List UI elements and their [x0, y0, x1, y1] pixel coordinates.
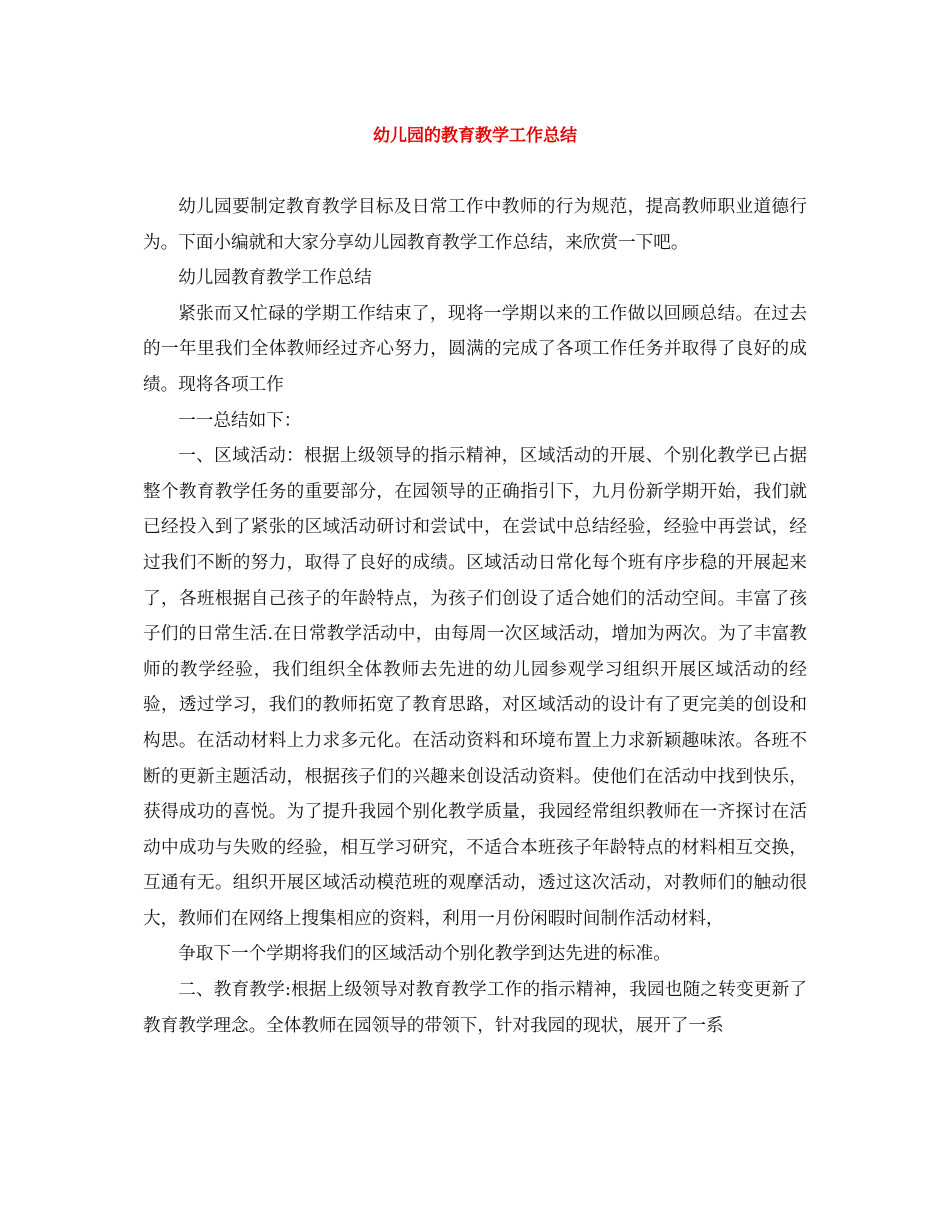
paragraph-opening: 紧张而又忙碌的学期工作结束了，现将一学期以来的工作做以回顾总结。在过去的一年里我们全体教师经过齐心努力，圆满的完成了各项工作任务并取得了良好的成绩。现将各项工作: [143, 303, 807, 395]
paragraph-section-1: 一、区域活动：根据上级领导的指示精神，区域活动的开展、个别化教学已占据整个教育教学任务的重要部分，在园领导的正确指引下，九月份新学期开始，我们就已经投入到了紧张的区域活动研讨和尝试中，在尝试中总结经验，经验中再尝试，经过我们不断的努力，取得了良好的成绩。区域活动日常化每个班有序步稳的开展起来了，各班根据自己孩子的年龄特点，为孩子们创设了适合她们的活动空间。丰富了孩子们的日常生活.在日常教学活动中，由每周一次区域活动，增加为两次。为了丰富教师的教学经验，我们组织全体教师去先进的幼儿园参观学习组织开展区域活动的经验，透过学习，我们的教师拓宽了教育思路，对区域活动的设计有了更完美的创设和构思。在活动材料上力求多元化。在活动资料和环境布置上力求新颖趣味浓。各班不断的更新主题活动，根据孩子们的兴趣来创设活动资料。使他们在活动中找到快乐，获得成功的喜悦。为了提升我园个别化教学质量，我园经常组织教师在一齐探讨在活动中成功与失败的经验，相互学习研究，不适合本班孩子年龄特点的材料相互交换，互通有无。组织开展区域活动模范班的观摩活动，透过这次活动，对教师们的触动很大，教师们在网络上搜集相应的资料，利用一月份闲暇时间制作活动材料，: [143, 446, 807, 929]
paragraph-section-1-goal: 争取下一个学期将我们的区域活动个别化教学到达先进的标准。: [178, 944, 671, 965]
paragraph-summary-lead: 一一总结如下：: [178, 410, 302, 431]
paragraph-subtitle: 幼儿园教育教学工作总结: [178, 268, 372, 289]
paragraph-intro: 幼儿园要制定教育教学目标及日常工作中教师的行为规范，提高教师职业道德行为。下面小编就和大家分享幼儿园教育教学工作总结，来欣赏一下吧。: [143, 197, 807, 253]
document-body: [143, 190, 807, 1044]
document-title: 幼儿园的教育教学工作总结: [373, 126, 577, 146]
paragraph-section-2: 二、教育教学:根据上级领导对教育教学工作的指示精神，我园也随之转变更新了教育教学理念。全体教师在园领导的带领下，针对我园的现状，展开了一系: [143, 980, 807, 1036]
